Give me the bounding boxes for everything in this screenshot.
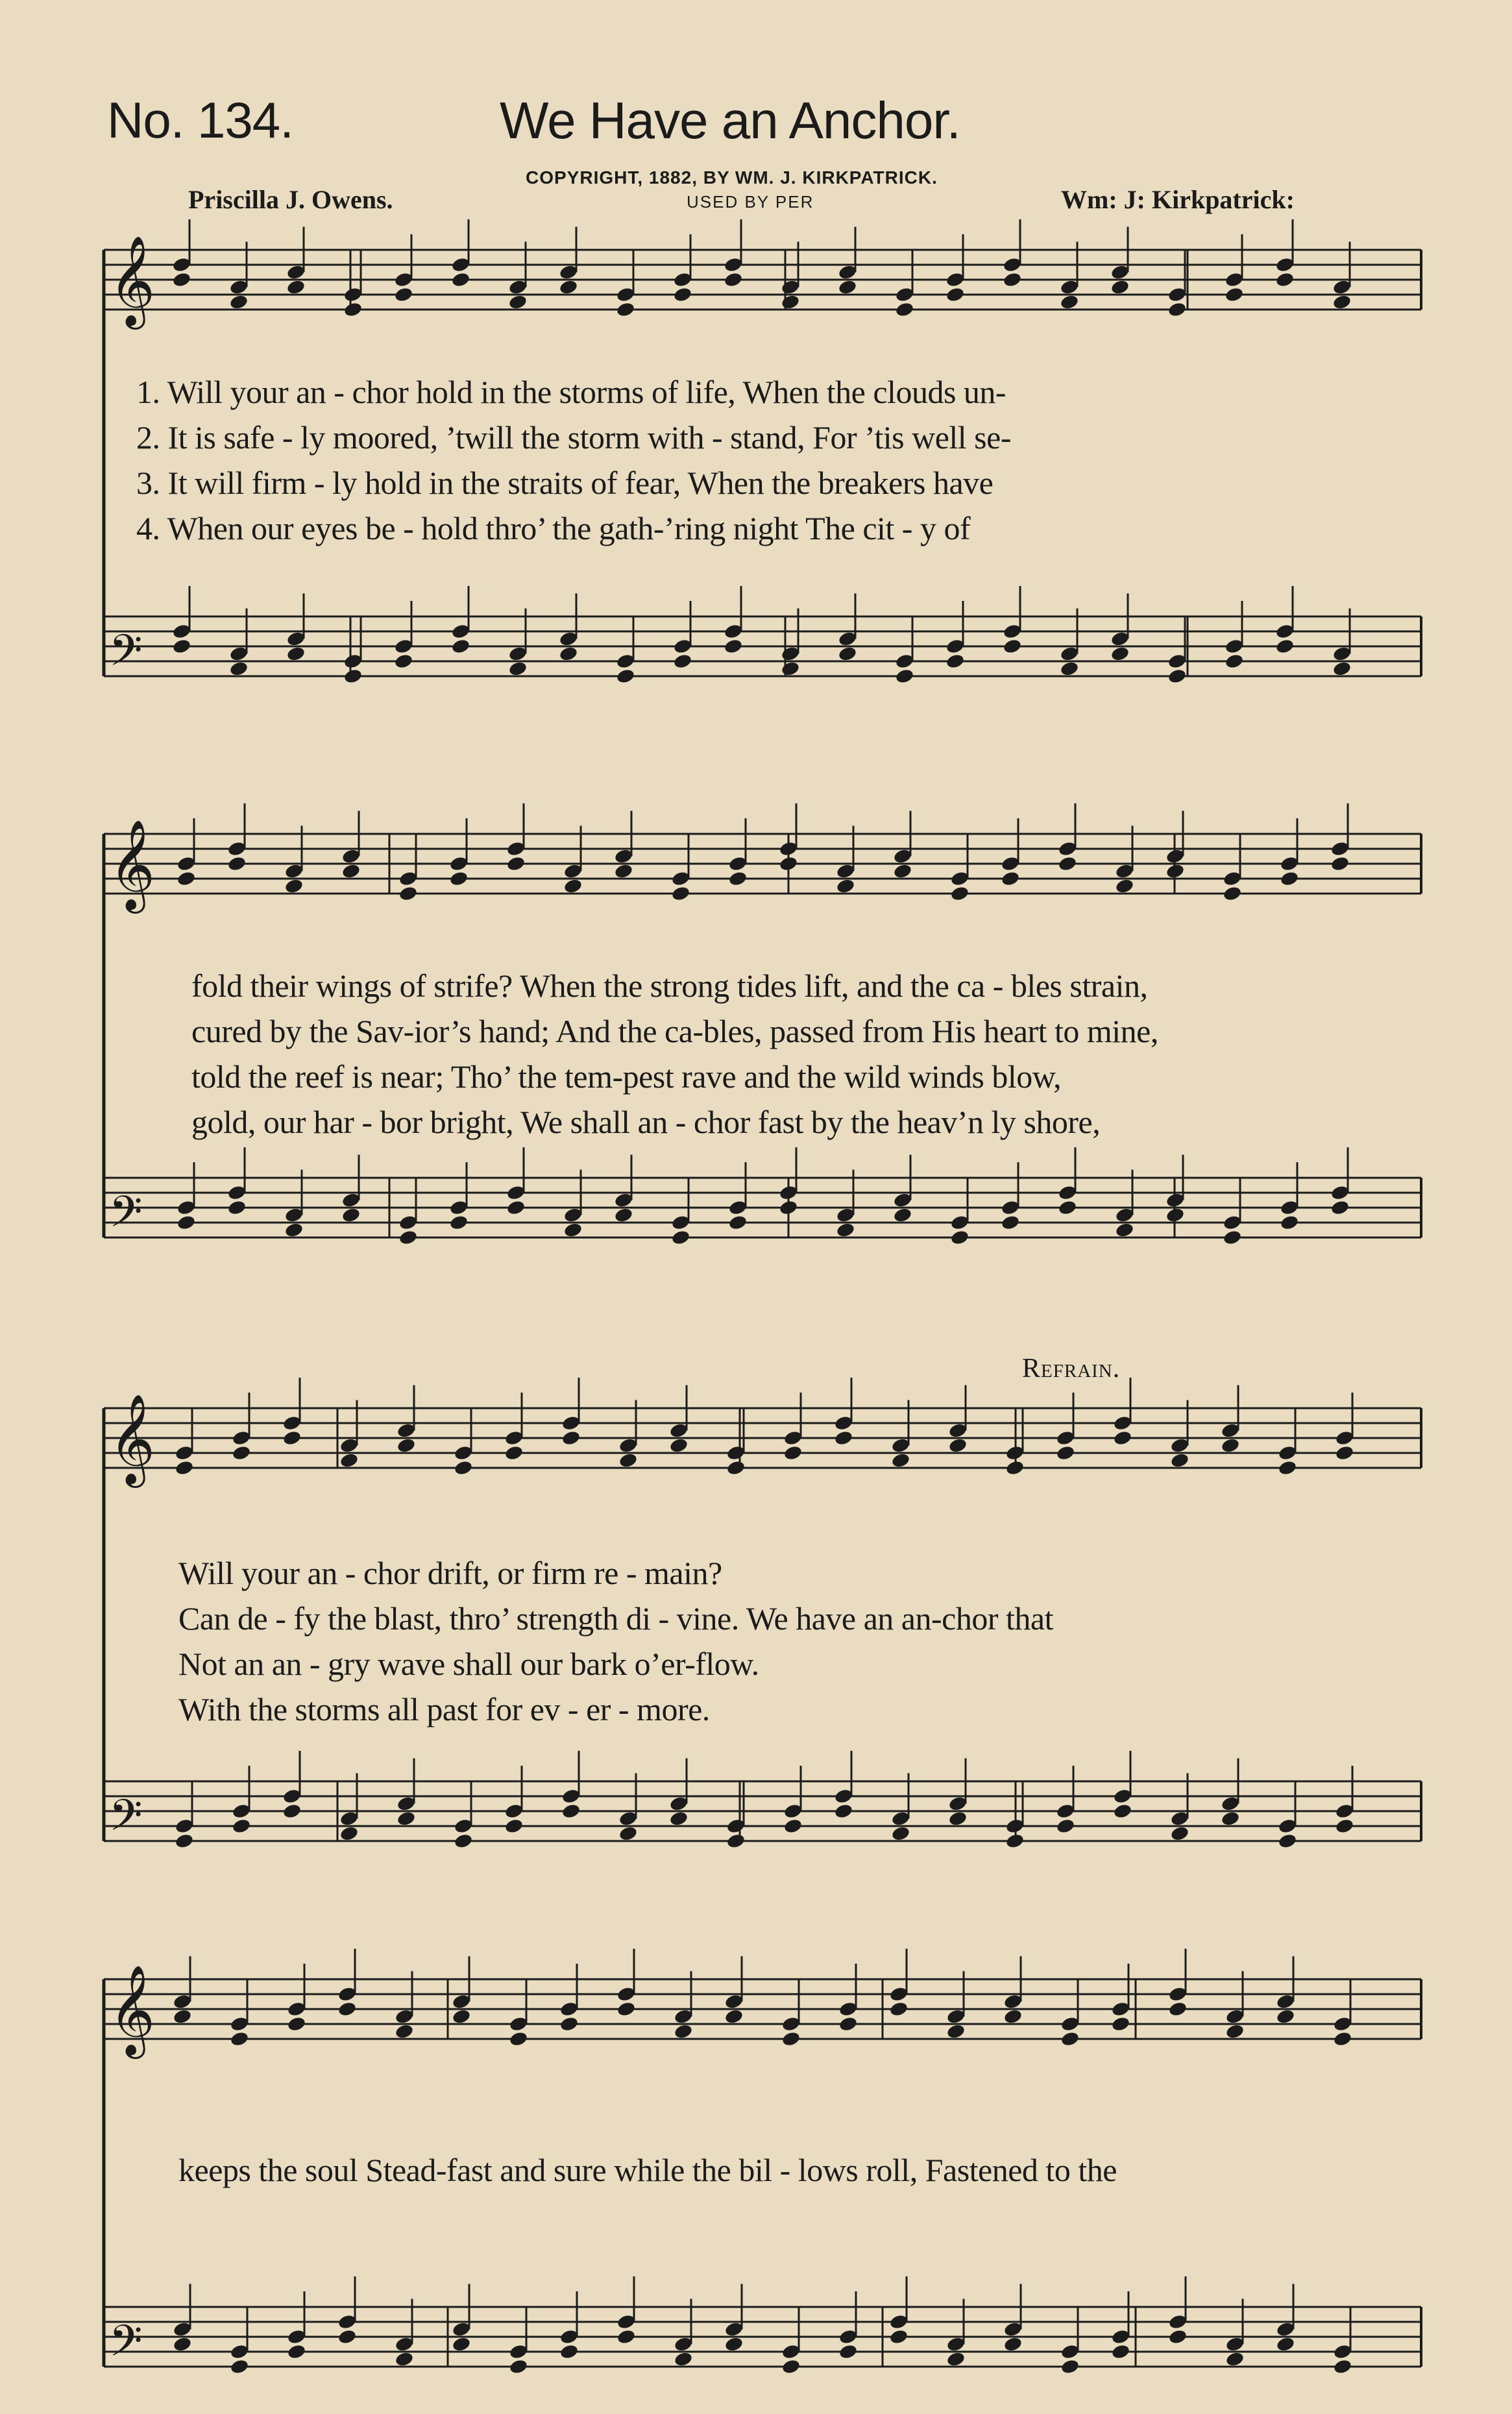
lyric-line: Will your an - chor drift, or firm re - main? bbox=[178, 1555, 722, 1591]
notehead-icon bbox=[1170, 1452, 1190, 1469]
notehead-icon bbox=[449, 1214, 469, 1231]
notehead-icon bbox=[559, 2016, 579, 2032]
notehead-icon bbox=[1330, 1199, 1350, 1216]
notehead-icon bbox=[508, 661, 528, 677]
notehead-icon bbox=[1332, 661, 1352, 677]
notehead-icon bbox=[674, 2351, 694, 2368]
notehead-icon bbox=[506, 855, 526, 872]
notehead-icon bbox=[838, 2016, 859, 2032]
notehead-icon bbox=[1332, 294, 1352, 311]
copyright-notice: COPYRIGHT, 1882, BY WM. J. KIRKPATRICK. bbox=[526, 167, 938, 188]
notehead-icon bbox=[559, 2343, 579, 2360]
lyric-line: fold their wings of strife? When the strong tides lift, and the ca - bles strain, bbox=[191, 968, 1148, 1004]
notehead-icon bbox=[779, 855, 799, 872]
notehead-icon bbox=[1058, 1199, 1078, 1216]
notehead-icon bbox=[343, 301, 363, 318]
notehead-icon bbox=[286, 279, 306, 296]
notehead-icon bbox=[337, 2328, 358, 2345]
notehead-icon bbox=[284, 1222, 304, 1239]
notehead-icon bbox=[946, 2351, 966, 2368]
notehead-icon bbox=[1003, 638, 1023, 655]
notehead-icon bbox=[1167, 668, 1188, 685]
notehead-icon bbox=[1167, 301, 1188, 318]
notehead-icon bbox=[1276, 2008, 1296, 2025]
notehead-icon bbox=[1278, 1833, 1298, 1849]
notehead-icon bbox=[1333, 2358, 1353, 2375]
notehead-icon bbox=[173, 2008, 193, 2025]
notehead-icon bbox=[452, 2336, 472, 2353]
notehead-icon bbox=[783, 1445, 803, 1461]
notehead-icon bbox=[616, 301, 636, 318]
notehead-icon bbox=[781, 661, 801, 677]
notehead-icon bbox=[1056, 1445, 1076, 1461]
notehead-icon bbox=[779, 1199, 799, 1216]
notehead-icon bbox=[614, 1207, 634, 1224]
notehead-icon bbox=[561, 1430, 581, 1446]
notehead-icon bbox=[618, 1825, 639, 1842]
notehead-icon bbox=[1225, 2351, 1245, 2368]
notehead-icon bbox=[1225, 2023, 1245, 2040]
notehead-icon bbox=[1115, 878, 1135, 895]
treble-clef-icon: 𝄞 bbox=[109, 236, 155, 326]
notehead-icon bbox=[1113, 1803, 1133, 1820]
notehead-icon bbox=[395, 2023, 415, 2040]
notehead-icon bbox=[230, 2358, 250, 2375]
bass-clef-icon: 𝄢 bbox=[109, 626, 143, 686]
notehead-icon bbox=[1221, 1810, 1241, 1827]
notehead-icon bbox=[616, 2328, 637, 2345]
notehead-icon bbox=[398, 885, 419, 902]
notehead-icon bbox=[834, 1803, 854, 1820]
hymn-title: We Have an Anchor. bbox=[500, 91, 960, 149]
lyric-line: Can de - fy the blast, thro’ strength di - vine. We have an an-chor that bbox=[178, 1600, 1053, 1637]
notehead-icon bbox=[504, 1818, 524, 1835]
treble-clef-icon: 𝄞 bbox=[109, 1965, 155, 2055]
notehead-icon bbox=[724, 2336, 744, 2353]
notehead-icon bbox=[1001, 870, 1021, 887]
notehead-icon bbox=[726, 1459, 746, 1476]
notehead-icon bbox=[1001, 1214, 1021, 1231]
notehead-icon bbox=[1221, 1437, 1241, 1454]
notehead-icon bbox=[1115, 1222, 1135, 1239]
lyric-line: cured by the Sav-ior’s hand; And the ca-bles, passed from His heart to mine, bbox=[191, 1013, 1158, 1049]
notehead-icon bbox=[1005, 1833, 1025, 1849]
notehead-icon bbox=[724, 271, 744, 288]
notehead-icon bbox=[451, 638, 471, 655]
notehead-icon bbox=[838, 2343, 859, 2360]
notehead-icon bbox=[838, 646, 858, 663]
notehead-icon bbox=[1225, 653, 1245, 670]
notehead-icon bbox=[1003, 2336, 1023, 2353]
notehead-icon bbox=[229, 294, 249, 311]
notehead-icon bbox=[398, 1229, 419, 1246]
notehead-icon bbox=[1225, 286, 1245, 303]
notehead-icon bbox=[1330, 855, 1350, 872]
notehead-icon bbox=[1223, 1229, 1243, 1246]
lyricist-credit: Priscilla J. Owens. bbox=[188, 185, 393, 214]
notehead-icon bbox=[1060, 2358, 1080, 2375]
notehead-icon bbox=[1110, 646, 1130, 663]
notehead-icon bbox=[172, 638, 192, 655]
notehead-icon bbox=[563, 1222, 583, 1239]
notehead-icon bbox=[230, 2030, 250, 2047]
treble-clef-icon: 𝄞 bbox=[109, 820, 155, 910]
notehead-icon bbox=[287, 2343, 307, 2360]
notehead-icon bbox=[781, 2358, 801, 2375]
notehead-icon bbox=[1003, 271, 1023, 288]
notehead-icon bbox=[726, 1833, 746, 1849]
notehead-icon bbox=[1335, 1445, 1355, 1461]
bass-clef-icon: 𝄢 bbox=[109, 2316, 143, 2376]
notehead-icon bbox=[337, 2001, 358, 2018]
notehead-icon bbox=[1060, 661, 1080, 677]
notehead-icon bbox=[948, 1810, 968, 1827]
notehead-icon bbox=[454, 1459, 474, 1476]
notehead-icon bbox=[284, 878, 304, 895]
notehead-icon bbox=[728, 1214, 748, 1231]
notehead-icon bbox=[669, 1437, 689, 1454]
notehead-icon bbox=[1165, 1207, 1186, 1224]
notehead-icon bbox=[1278, 1459, 1298, 1476]
notehead-icon bbox=[1110, 279, 1130, 296]
notehead-icon bbox=[177, 870, 197, 887]
notehead-icon bbox=[893, 863, 913, 880]
treble-clef-icon: 𝄞 bbox=[109, 1394, 155, 1484]
notehead-icon bbox=[173, 2336, 193, 2353]
notehead-icon bbox=[282, 1430, 302, 1446]
notehead-icon bbox=[616, 668, 636, 685]
notehead-icon bbox=[950, 885, 970, 902]
notehead-icon bbox=[946, 2023, 966, 2040]
notehead-icon bbox=[1168, 2328, 1188, 2345]
notehead-icon bbox=[449, 870, 469, 887]
notehead-icon bbox=[509, 2358, 529, 2375]
notehead-icon bbox=[561, 1803, 581, 1820]
notehead-icon bbox=[838, 279, 858, 296]
notehead-icon bbox=[950, 1229, 970, 1246]
notehead-icon bbox=[895, 301, 915, 318]
notehead-icon bbox=[396, 1437, 417, 1454]
notehead-icon bbox=[889, 2001, 909, 2018]
notehead-icon bbox=[1280, 870, 1300, 887]
notehead-icon bbox=[781, 2030, 801, 2047]
notehead-icon bbox=[506, 1199, 526, 1216]
notehead-icon bbox=[945, 653, 966, 670]
notehead-icon bbox=[559, 646, 579, 663]
notehead-icon bbox=[177, 1214, 197, 1231]
notehead-icon bbox=[1003, 2008, 1023, 2025]
notehead-icon bbox=[893, 1207, 913, 1224]
notehead-icon bbox=[451, 271, 471, 288]
notehead-icon bbox=[1170, 1825, 1190, 1842]
notehead-icon bbox=[563, 878, 583, 895]
notehead-icon bbox=[339, 1452, 360, 1469]
notehead-icon bbox=[394, 286, 414, 303]
notehead-icon bbox=[1276, 2336, 1296, 2353]
notehead-icon bbox=[1111, 2343, 1131, 2360]
lyric-line: Not an an - gry wave shall our bark o’er-flow. bbox=[178, 1646, 759, 1682]
notehead-icon bbox=[1005, 1459, 1025, 1476]
notehead-icon bbox=[227, 1199, 247, 1216]
lyric-line: keeps the soul Stead-fast and sure while the bil - lows roll, Fastened to the bbox=[178, 2152, 1117, 2188]
notehead-icon bbox=[781, 294, 801, 311]
notehead-icon bbox=[1060, 2030, 1080, 2047]
lyric-line: 4. When our eyes be - hold thro’ the gath-’ring night The cit - y of bbox=[136, 510, 971, 546]
notehead-icon bbox=[1168, 2001, 1188, 2018]
notehead-icon bbox=[836, 1222, 856, 1239]
notehead-icon bbox=[396, 1810, 417, 1827]
notehead-icon bbox=[889, 2328, 909, 2345]
notehead-icon bbox=[227, 855, 247, 872]
notehead-icon bbox=[891, 1825, 911, 1842]
notehead-icon bbox=[1060, 294, 1080, 311]
notehead-icon bbox=[1113, 1430, 1133, 1446]
notehead-icon bbox=[724, 638, 744, 655]
notehead-icon bbox=[286, 646, 306, 663]
notehead-icon bbox=[1275, 638, 1295, 655]
lyric-line: With the storms all past for ev - er - more. bbox=[178, 1691, 710, 1727]
notehead-icon bbox=[618, 1452, 639, 1469]
lyric-line: 2. It is safe - ly moored, ’twill the storm with - stand, For ’tis well se- bbox=[136, 419, 1011, 456]
notehead-icon bbox=[395, 2351, 415, 2368]
notehead-icon bbox=[1223, 885, 1243, 902]
notehead-icon bbox=[1056, 1818, 1076, 1835]
notehead-icon bbox=[232, 1818, 252, 1835]
notehead-icon bbox=[341, 863, 361, 880]
notehead-icon bbox=[172, 271, 192, 288]
notehead-icon bbox=[559, 279, 579, 296]
notehead-icon bbox=[504, 1445, 524, 1461]
notehead-icon bbox=[945, 286, 966, 303]
notehead-icon bbox=[783, 1818, 803, 1835]
notehead-icon bbox=[343, 668, 363, 685]
notehead-icon bbox=[1275, 271, 1295, 288]
refrain-label: Refrain. bbox=[1022, 1354, 1121, 1384]
lyric-line: 1. Will your an - chor hold in the storms of life, When the clouds un- bbox=[136, 374, 1006, 410]
notehead-icon bbox=[339, 1825, 360, 1842]
bass-clef-icon: 𝄢 bbox=[109, 1187, 143, 1247]
lyric-line: told the reef is near; Tho’ the tem-pest rave and the wild winds blow, bbox=[191, 1058, 1062, 1095]
notehead-icon bbox=[895, 668, 915, 685]
hymn-number: No. 134. bbox=[107, 91, 293, 149]
lyric-line: gold, our har - bor bright, We shall an - chor fast by the heav’n ly shore, bbox=[191, 1104, 1101, 1140]
notehead-icon bbox=[671, 1229, 691, 1246]
notehead-icon bbox=[229, 661, 249, 677]
notehead-icon bbox=[454, 1833, 474, 1849]
notehead-icon bbox=[674, 2023, 694, 2040]
notehead-icon bbox=[669, 1810, 689, 1827]
bass-clef-icon: 𝄢 bbox=[109, 1790, 143, 1851]
notehead-icon bbox=[616, 2001, 637, 2018]
lyric-line: 3. It will firm - ly hold in the straits of fear, When the breakers have bbox=[136, 465, 994, 501]
notehead-icon bbox=[1280, 1214, 1300, 1231]
notehead-icon bbox=[232, 1445, 252, 1461]
notehead-icon bbox=[175, 1459, 195, 1476]
notehead-icon bbox=[509, 2030, 529, 2047]
notehead-icon bbox=[671, 885, 691, 902]
notehead-icon bbox=[728, 870, 748, 887]
notehead-icon bbox=[834, 1430, 854, 1446]
notehead-icon bbox=[1111, 2016, 1131, 2032]
notehead-icon bbox=[341, 1207, 361, 1224]
notehead-icon bbox=[673, 653, 693, 670]
notehead-icon bbox=[948, 1437, 968, 1454]
notehead-icon bbox=[1335, 1818, 1355, 1835]
notehead-icon bbox=[614, 863, 634, 880]
permission-notice: USED BY PER bbox=[687, 192, 814, 212]
notehead-icon bbox=[1058, 855, 1078, 872]
notehead-icon bbox=[175, 1833, 195, 1849]
composer-credit: Wm: J: Kirkpatrick: bbox=[1061, 185, 1295, 214]
notehead-icon bbox=[724, 2008, 744, 2025]
notehead-icon bbox=[1165, 863, 1186, 880]
notehead-icon bbox=[508, 294, 528, 311]
notehead-icon bbox=[287, 2016, 307, 2032]
notehead-icon bbox=[673, 286, 693, 303]
notehead-icon bbox=[394, 653, 414, 670]
notehead-icon bbox=[452, 2008, 472, 2025]
notehead-icon bbox=[1333, 2030, 1353, 2047]
notehead-icon bbox=[891, 1452, 911, 1469]
notehead-icon bbox=[282, 1803, 302, 1820]
notehead-icon bbox=[836, 878, 856, 895]
